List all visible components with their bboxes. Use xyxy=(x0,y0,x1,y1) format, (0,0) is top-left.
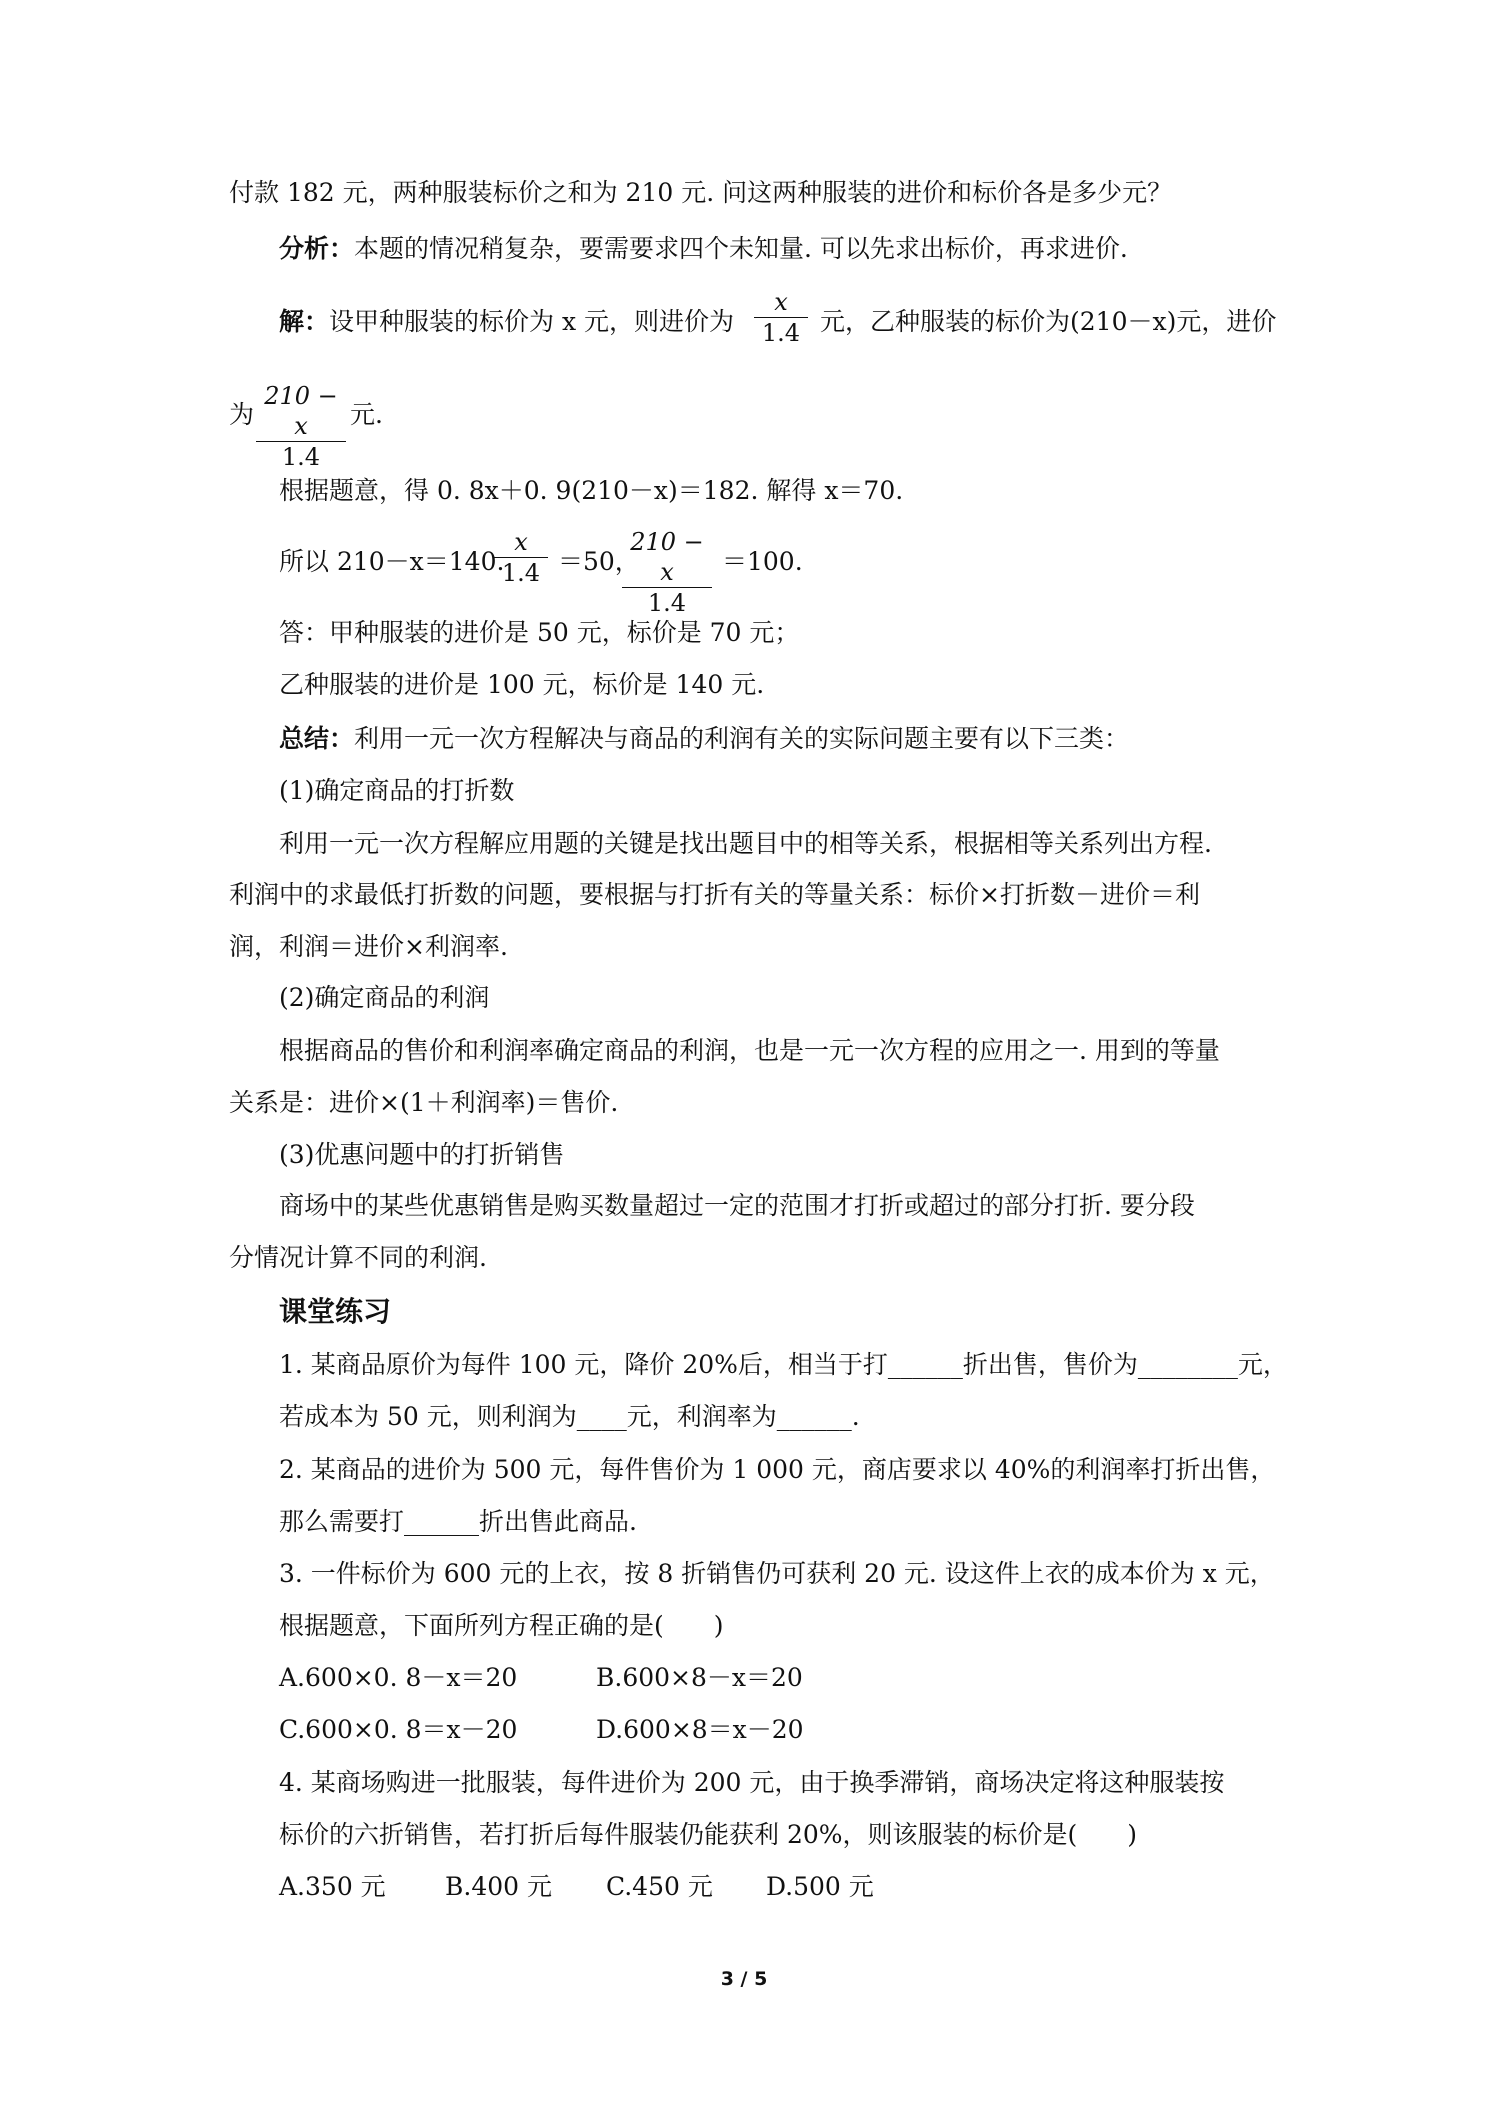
solution-label: 解： xyxy=(279,307,330,336)
answer-line-2: 乙种服装的进价是 100 元，标价是 140 元. xyxy=(279,670,765,699)
section-2-line-1: 根据商品的售价和利润率确定商品的利润，也是一元一次方程的应用之一. 用到的等量 xyxy=(279,1036,1220,1065)
question-4-option-a: A.350 元 xyxy=(279,1872,386,1901)
solution-line-1 xyxy=(279,305,734,339)
fraction-numerator: x xyxy=(774,288,788,316)
result-line-prefix: 所以 210－x＝140. xyxy=(279,547,505,576)
solution-text-b: 元，乙种服装的标价为(210－x)元，进价 xyxy=(820,307,1277,336)
fraction-210-minus-x-over-1.4 xyxy=(256,381,346,472)
answer-line-1: 答：甲种服装的进价是 50 元，标价是 70 元； xyxy=(279,618,800,647)
question-2-line-2: 那么需要打______折出售此商品. xyxy=(279,1507,637,1536)
analysis-text: 本题的情况稍复杂，要需要求四个未知量. 可以先求出标价，再求进价. xyxy=(354,234,1128,263)
question-4-option-b: B.400 元 xyxy=(445,1872,552,1901)
section-1-title: (1)确定商品的打折数 xyxy=(279,776,515,805)
summary-paragraph xyxy=(279,722,1129,756)
section-1-line-1: 利用一元一次方程解应用题的关键是找出题目中的相等关系，根据相等关系列出方程. xyxy=(279,829,1212,858)
question-3-option-a: A.600×0. 8－x＝20 xyxy=(279,1663,518,1692)
question-3-option-b: B.600×8－x＝20 xyxy=(596,1663,803,1692)
section-3-title: (3)优惠问题中的打折销售 xyxy=(279,1140,565,1169)
fraction-denominator: 1.4 xyxy=(256,441,346,472)
page-number: 3 / 5 xyxy=(720,1968,768,1990)
section-1-line-3: 润，利润＝进价×利润率. xyxy=(229,932,508,961)
fraction-numerator: 210 − x xyxy=(264,382,338,440)
summary-label: 总结： xyxy=(279,724,355,753)
question-1-line-2: 若成本为 50 元，则利润为____元，利润率为______. xyxy=(279,1402,860,1431)
question-4-line-2: 标价的六折销售，若打折后每件服装仍能获利 20%，则该服装的标价是( ) xyxy=(279,1820,1138,1849)
fraction-denominator: 1.4 xyxy=(754,317,808,348)
question-4-line-1: 4. 某商场购进一批服装，每件进价为 200 元，由于换季滞销，商场决定将这种服装按 xyxy=(279,1768,1225,1797)
question-4-option-c: C.450 元 xyxy=(606,1872,713,1901)
fraction-numerator: 210 − x xyxy=(630,528,704,586)
question-3-line-2: 根据题意，下面所列方程正确的是( ) xyxy=(279,1611,724,1640)
section-2-title: (2)确定商品的利润 xyxy=(279,983,490,1012)
question-1-line-1: 1. 某商品原价为每件 100 元，降价 20%后，相当于打______折出售，售价为________元， xyxy=(279,1350,1288,1379)
solution-line-2-suffix: 元. xyxy=(350,400,383,429)
solution-text-a: 设甲种服装的标价为 x 元，则进价为 xyxy=(329,307,735,336)
section-3-line-1: 商场中的某些优惠销售是购买数量超过一定的范围才打折或超过的部分打折. 要分段 xyxy=(279,1191,1195,1220)
question-3-option-d: D.600×8＝x－20 xyxy=(596,1715,804,1744)
section-2-line-2: 关系是：进价×(1＋利润率)＝售价. xyxy=(229,1088,619,1117)
text-line: 付款 182 元，两种服装标价之和为 210 元. 问这两种服装的进价和标价各是多少元？ xyxy=(229,178,1173,207)
analysis-paragraph xyxy=(279,232,1128,266)
summary-text: 利用一元一次方程解决与商品的利润有关的实际问题主要有以下三类： xyxy=(354,724,1130,753)
equation-line: 根据题意，得 0. 8x＋0. 9(210－x)＝182. 解得 x＝70. xyxy=(279,476,904,505)
fraction-x-over-1.4 xyxy=(494,527,548,588)
question-2-line-1: 2. 某商品的进价为 500 元，每件售价为 1 000 元，商店要求以 40%的利润率打折出售， xyxy=(279,1455,1276,1484)
solution-line-2-prefix: 为 xyxy=(229,400,255,429)
fraction-numerator: x xyxy=(514,528,528,556)
result-line-end: ＝100. xyxy=(722,547,803,576)
fraction-denominator: 1.4 xyxy=(494,557,548,588)
practice-heading: 课堂练习 xyxy=(279,1295,392,1328)
question-4-option-d: D.500 元 xyxy=(766,1872,874,1901)
section-1-line-2: 利润中的求最低打折数的问题，要根据与打折有关的等量关系：标价×打折数－进价＝利 xyxy=(229,880,1200,909)
result-line-mid: ＝50， xyxy=(558,547,640,576)
fraction-x-over-1.4 xyxy=(754,287,808,348)
question-3-line-1: 3. 一件标价为 600 元的上衣，按 8 折销售仍可获利 20 元. 设这件上衣的成本价为 x 元， xyxy=(279,1559,1275,1588)
question-3-option-c: C.600×0. 8＝x－20 xyxy=(279,1715,518,1744)
analysis-label: 分析： xyxy=(279,234,355,263)
fraction-210-minus-x-over-1.4 xyxy=(622,527,712,618)
fraction-denominator: 1.4 xyxy=(622,587,712,618)
section-3-line-2: 分情况计算不同的利润. xyxy=(229,1243,487,1272)
